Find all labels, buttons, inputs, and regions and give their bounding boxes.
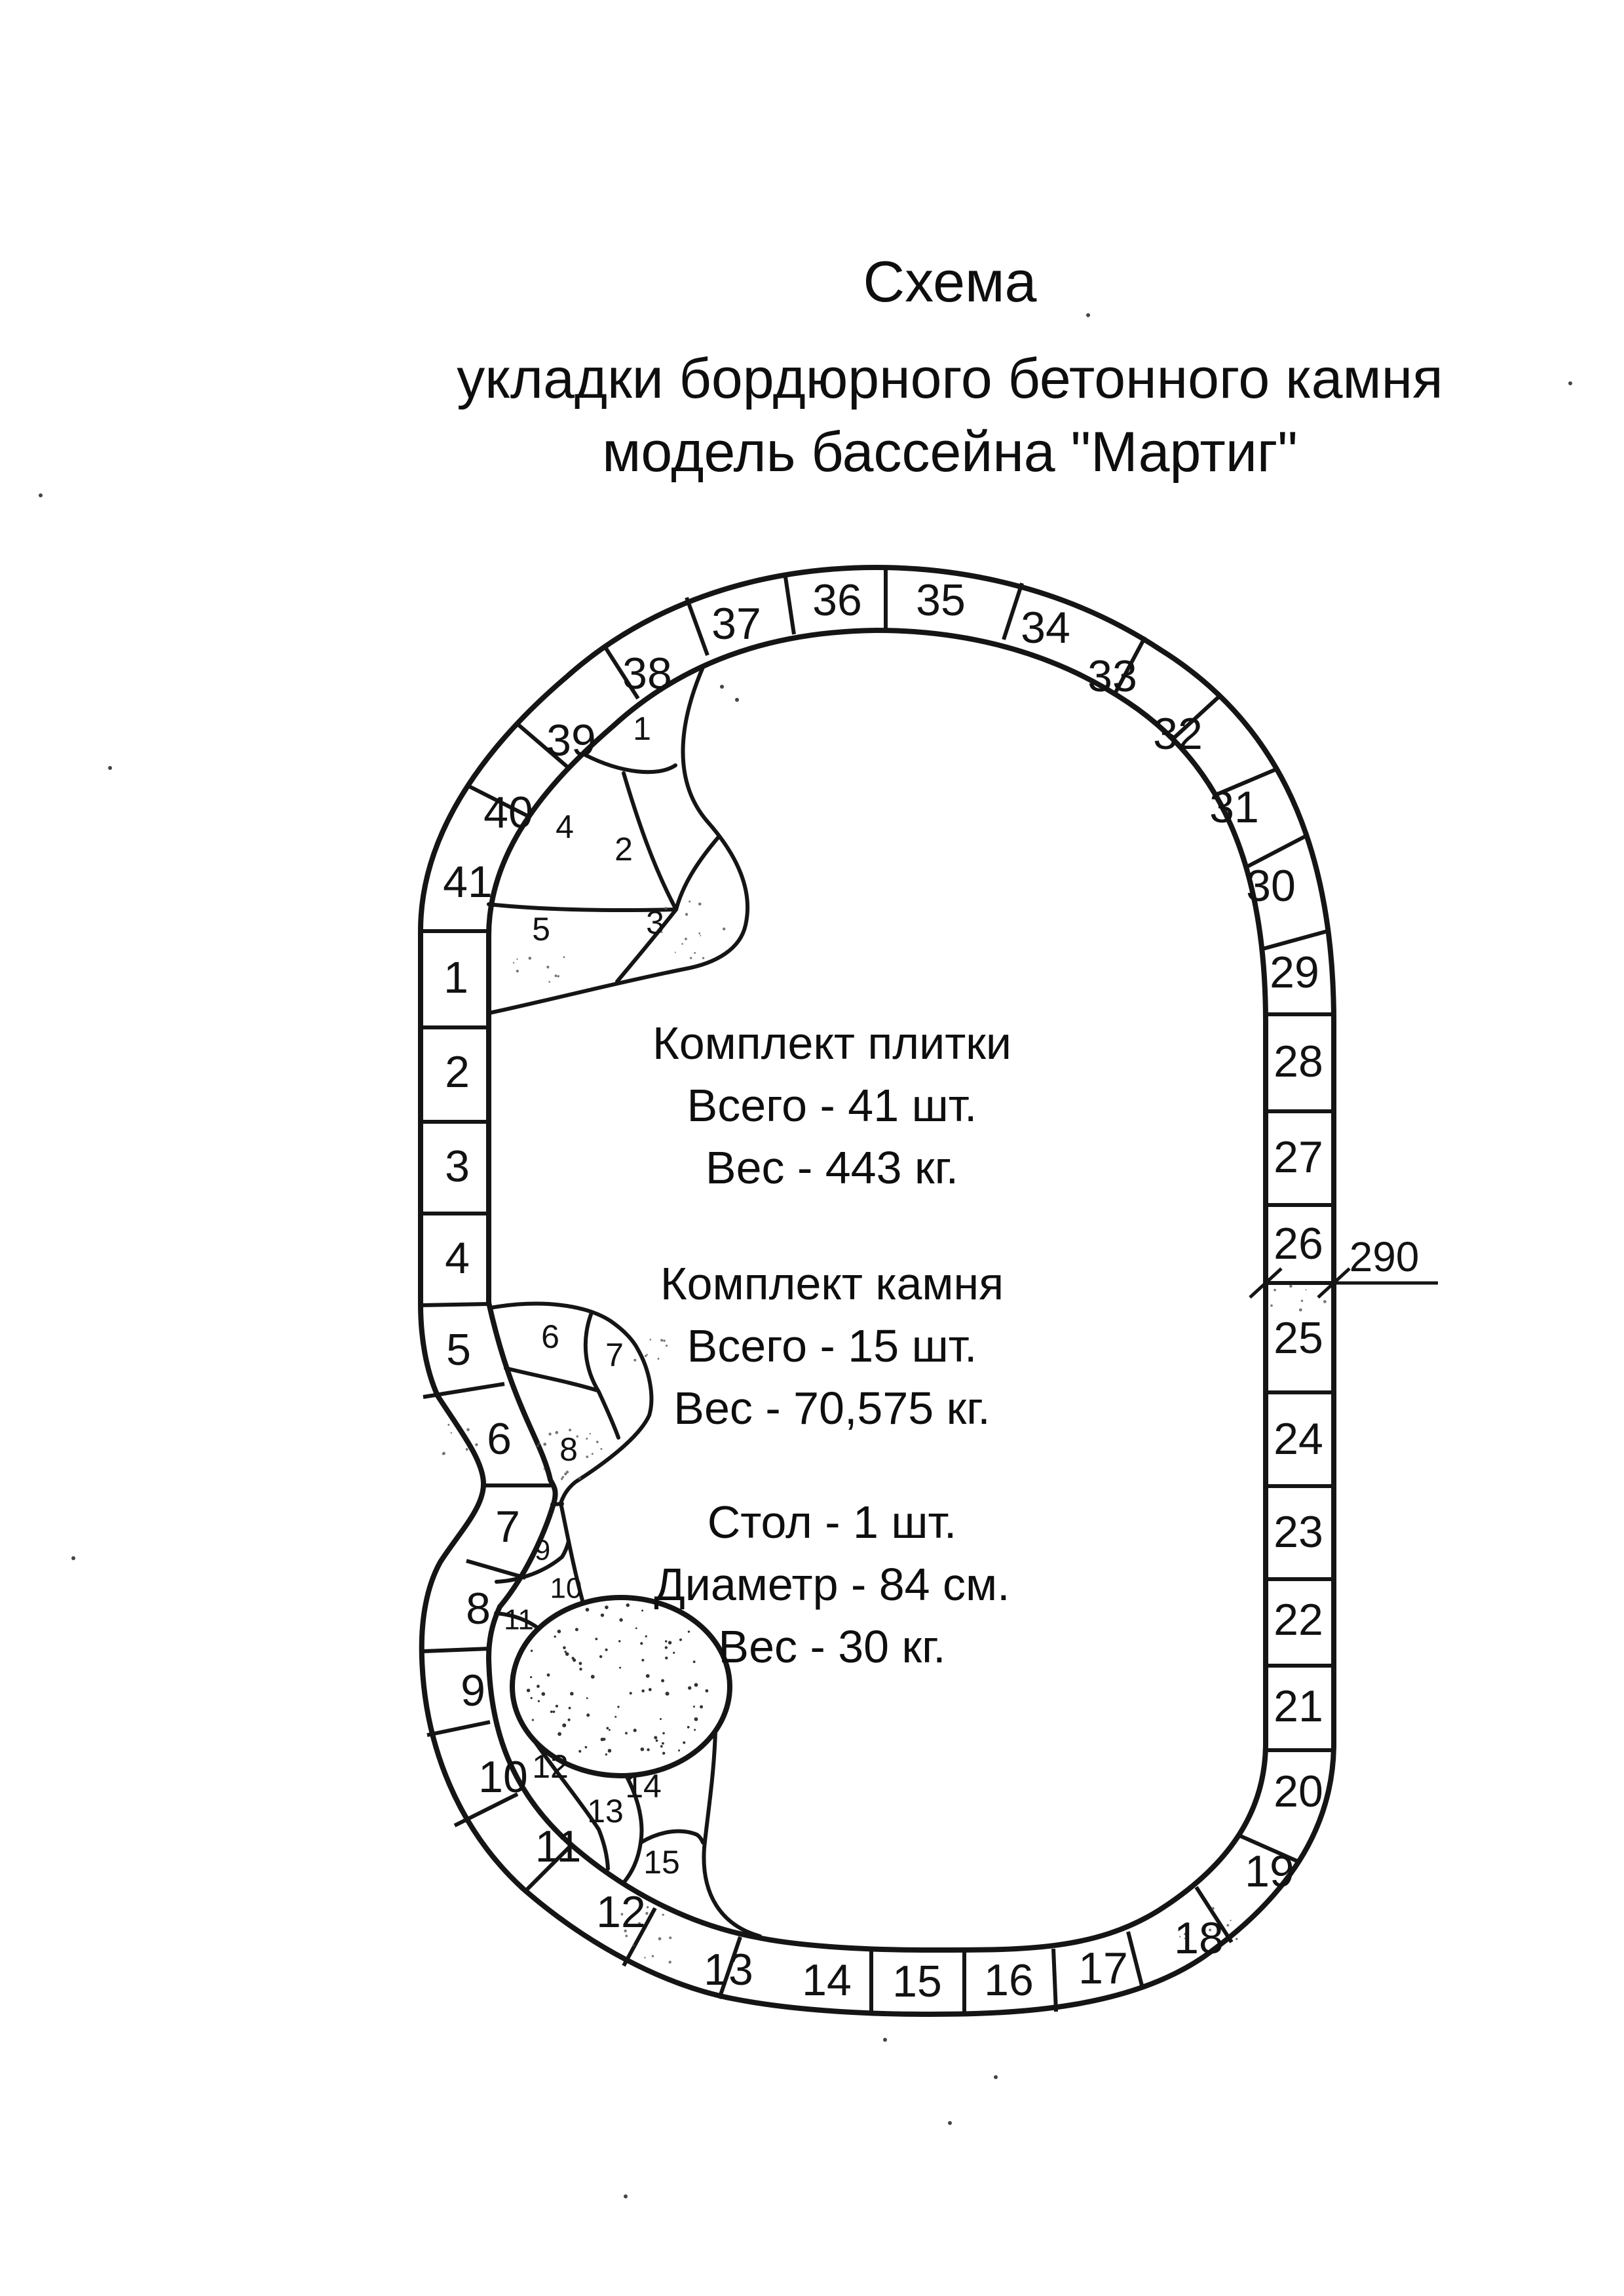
tile-number: 30 (1246, 861, 1296, 911)
title-line-3: модель бассейна "Мартиг" (602, 421, 1298, 484)
scan-speck (994, 2075, 998, 2079)
stone-number: 7 (605, 1337, 624, 1373)
title-line-1: Схема (863, 249, 1037, 314)
tile-number: 37 (711, 599, 761, 649)
tile-number: 26 (1274, 1219, 1323, 1269)
tile-divider (1004, 583, 1022, 640)
tile-divider (1128, 1932, 1142, 1988)
tile-number: 7 (495, 1502, 520, 1552)
tile-number: 32 (1153, 709, 1203, 759)
tile-number: 33 (1087, 651, 1137, 701)
stone-number: 1 (633, 710, 651, 747)
tile-number: 5 (446, 1325, 471, 1375)
info-table-weight: Вес - 30 кг. (718, 1621, 946, 1672)
scan-speck (1568, 381, 1572, 385)
scan-speck (948, 2121, 952, 2125)
tile-number: 29 (1270, 947, 1319, 997)
info-tiles-weight: Вес - 443 кг. (705, 1142, 959, 1193)
stone-boundary (704, 1731, 760, 1936)
tile-number: 36 (812, 575, 862, 625)
tile-number: 38 (622, 649, 672, 698)
info-table-diameter: Диаметр - 84 см. (654, 1559, 1010, 1610)
info-stones-heading: Комплект камня (660, 1258, 1004, 1309)
scan-speck (624, 2194, 628, 2198)
tile-divider (687, 598, 708, 655)
tile-number: 35 (916, 575, 966, 625)
title-line-2: укладки бордюрного бетонного камня (457, 347, 1443, 410)
info-tiles-count: Всего - 41 шт. (687, 1080, 977, 1131)
tile-number: 17 (1078, 1943, 1128, 1993)
tile-number: 11 (535, 1822, 582, 1871)
tile-number: 19 (1245, 1846, 1294, 1896)
info-block-stones (504, 1253, 1160, 1440)
tile-number: 22 (1274, 1595, 1323, 1645)
tile-divider (1263, 930, 1330, 949)
tile-number: 34 (1021, 603, 1070, 653)
stone-number: 3 (646, 904, 664, 941)
tile-number: 15 (892, 1957, 942, 2006)
tile-number: 18 (1174, 1913, 1224, 1963)
tile-number: 41 (443, 857, 493, 907)
tile-number: 27 (1274, 1132, 1323, 1182)
tile-number: 10 (478, 1752, 528, 1802)
tile-number: 24 (1274, 1414, 1323, 1464)
info-block-tiles (504, 1012, 1160, 1199)
tile-number: 28 (1274, 1037, 1323, 1086)
tile-divider (424, 1649, 490, 1651)
scan-speck (720, 685, 724, 689)
scan-speck (108, 766, 112, 770)
tile-number: 3 (445, 1141, 470, 1191)
tile-number: 16 (984, 1955, 1034, 2005)
stone-number: 12 (532, 1748, 569, 1785)
stone-number: 8 (559, 1431, 578, 1468)
tile-number: 13 (704, 1945, 753, 1995)
stone-number: 11 (504, 1603, 534, 1636)
tile-number: 8 (466, 1584, 491, 1634)
stone-number: 2 (614, 831, 633, 868)
tile-number: 6 (487, 1414, 512, 1464)
tile-number: 4 (445, 1233, 470, 1283)
tile-divider (421, 1304, 489, 1305)
tile-number: 12 (596, 1887, 646, 1937)
stone-boundary (585, 755, 675, 772)
tile-number: 21 (1274, 1681, 1323, 1731)
scan-speck (39, 493, 43, 497)
scan-speck (1086, 313, 1090, 317)
stone-number: 10 (550, 1572, 582, 1605)
stone-boundary (676, 836, 719, 909)
info-block-table (504, 1491, 1160, 1678)
stone-number: 15 (643, 1844, 680, 1881)
scan-speck (735, 698, 739, 702)
tile-divider (785, 573, 794, 634)
stone-number: 5 (532, 911, 550, 947)
tile-number: 31 (1209, 782, 1259, 832)
stone-number: 14 (625, 1768, 662, 1805)
tile-number: 2 (445, 1047, 470, 1097)
info-stones-weight: Вес - 70,575 кг. (673, 1383, 991, 1434)
tile-number: 39 (546, 716, 596, 765)
tile-divider (1053, 1949, 1056, 2012)
tile-number: 20 (1274, 1767, 1323, 1816)
tile-number: 1 (444, 953, 468, 1003)
stone-boundary (641, 1831, 703, 1843)
stone-number: 6 (541, 1318, 559, 1355)
tile-number: 40 (483, 788, 533, 837)
tile-number: 25 (1274, 1313, 1323, 1363)
info-table-heading: Стол - 1 шт. (707, 1497, 957, 1548)
tile-divider (427, 1722, 490, 1735)
info-stones-count: Всего - 15 шт. (687, 1320, 977, 1371)
stone-number: 4 (556, 809, 574, 845)
tile-number: 23 (1274, 1507, 1323, 1557)
scan-speck (71, 1556, 75, 1560)
dimension-label: 290 (1349, 1233, 1420, 1280)
tile-number: 14 (802, 1955, 852, 2005)
tile-number: 9 (461, 1666, 485, 1715)
scan-speck (883, 2038, 887, 2042)
stone-number: 13 (587, 1793, 624, 1829)
stone-number: 9 (534, 1534, 551, 1567)
info-tiles-heading: Комплект плитки (652, 1018, 1012, 1069)
